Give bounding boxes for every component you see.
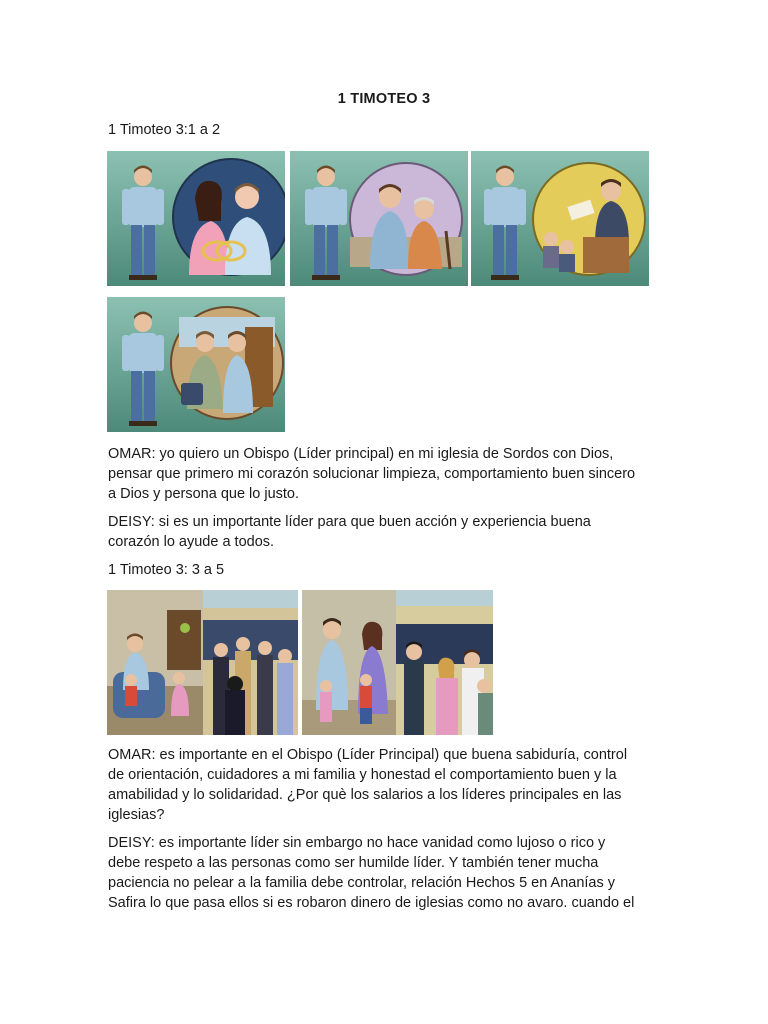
text-line: a Dios y persona que lo justo. — [108, 486, 300, 502]
section-reference-1: 1 Timoteo 3:1 a 2 — [108, 122, 221, 138]
text-line: debe respeto a las personas como ser humilde líder. Y también tener mucha — [108, 855, 599, 871]
text-line: corazón lo ayude a todos. — [108, 534, 275, 550]
dialogue-omar-1 — [108, 444, 668, 504]
illustration-family-and-congregation — [107, 590, 298, 735]
page-title: 1 TIMOTEO 3 — [337, 91, 431, 107]
dialogue-omar-2 — [108, 745, 668, 825]
text-line: pensar que primero mi corazón solucionar limpieza, comportamiento buen sincero — [108, 466, 636, 482]
section-reference-2: 1 Timoteo 3: 3 a 5 — [108, 562, 225, 578]
illustration-preaching — [471, 151, 649, 286]
text-line: OMAR: yo quiero un Obispo (Líder principal) en mi iglesia de Sordos con Dios, — [108, 446, 614, 462]
text-line: amabilidad y lo solidaridad. ¿Por què los salarios a los líderes principales en las — [108, 787, 622, 803]
text-line: de orientación, cuidadores a mi familia y honestad el comportamiento buen y la — [108, 767, 617, 783]
text-line: Safira lo que pasa ellos si es robaron dinero de iglesias como no avaro. cuando el — [108, 895, 635, 911]
text-line: OMAR: es importante en el Obispo (Líder Principal) que buena sabiduría, control — [108, 747, 628, 763]
text-line: DEISY: si es un importante líder para que buen acción y experiencia buena — [108, 514, 591, 530]
text-line: iglesias? — [108, 807, 165, 823]
illustration-helping-elderly — [290, 151, 468, 286]
illustration-family-and-church-people — [302, 590, 493, 735]
illustration-wedding-rings — [107, 151, 285, 286]
dialogue-deisy-2 — [108, 833, 668, 913]
text-line: paciencia no pelear a la familia debe controlar, relación Hechos 5 en Ananías y — [108, 875, 616, 891]
dialogue-deisy-1 — [108, 512, 668, 552]
illustration-hospitality — [107, 297, 285, 432]
text-line: DEISY: es importante líder sin embargo no hace vanidad como lujoso o rico y — [108, 835, 606, 851]
